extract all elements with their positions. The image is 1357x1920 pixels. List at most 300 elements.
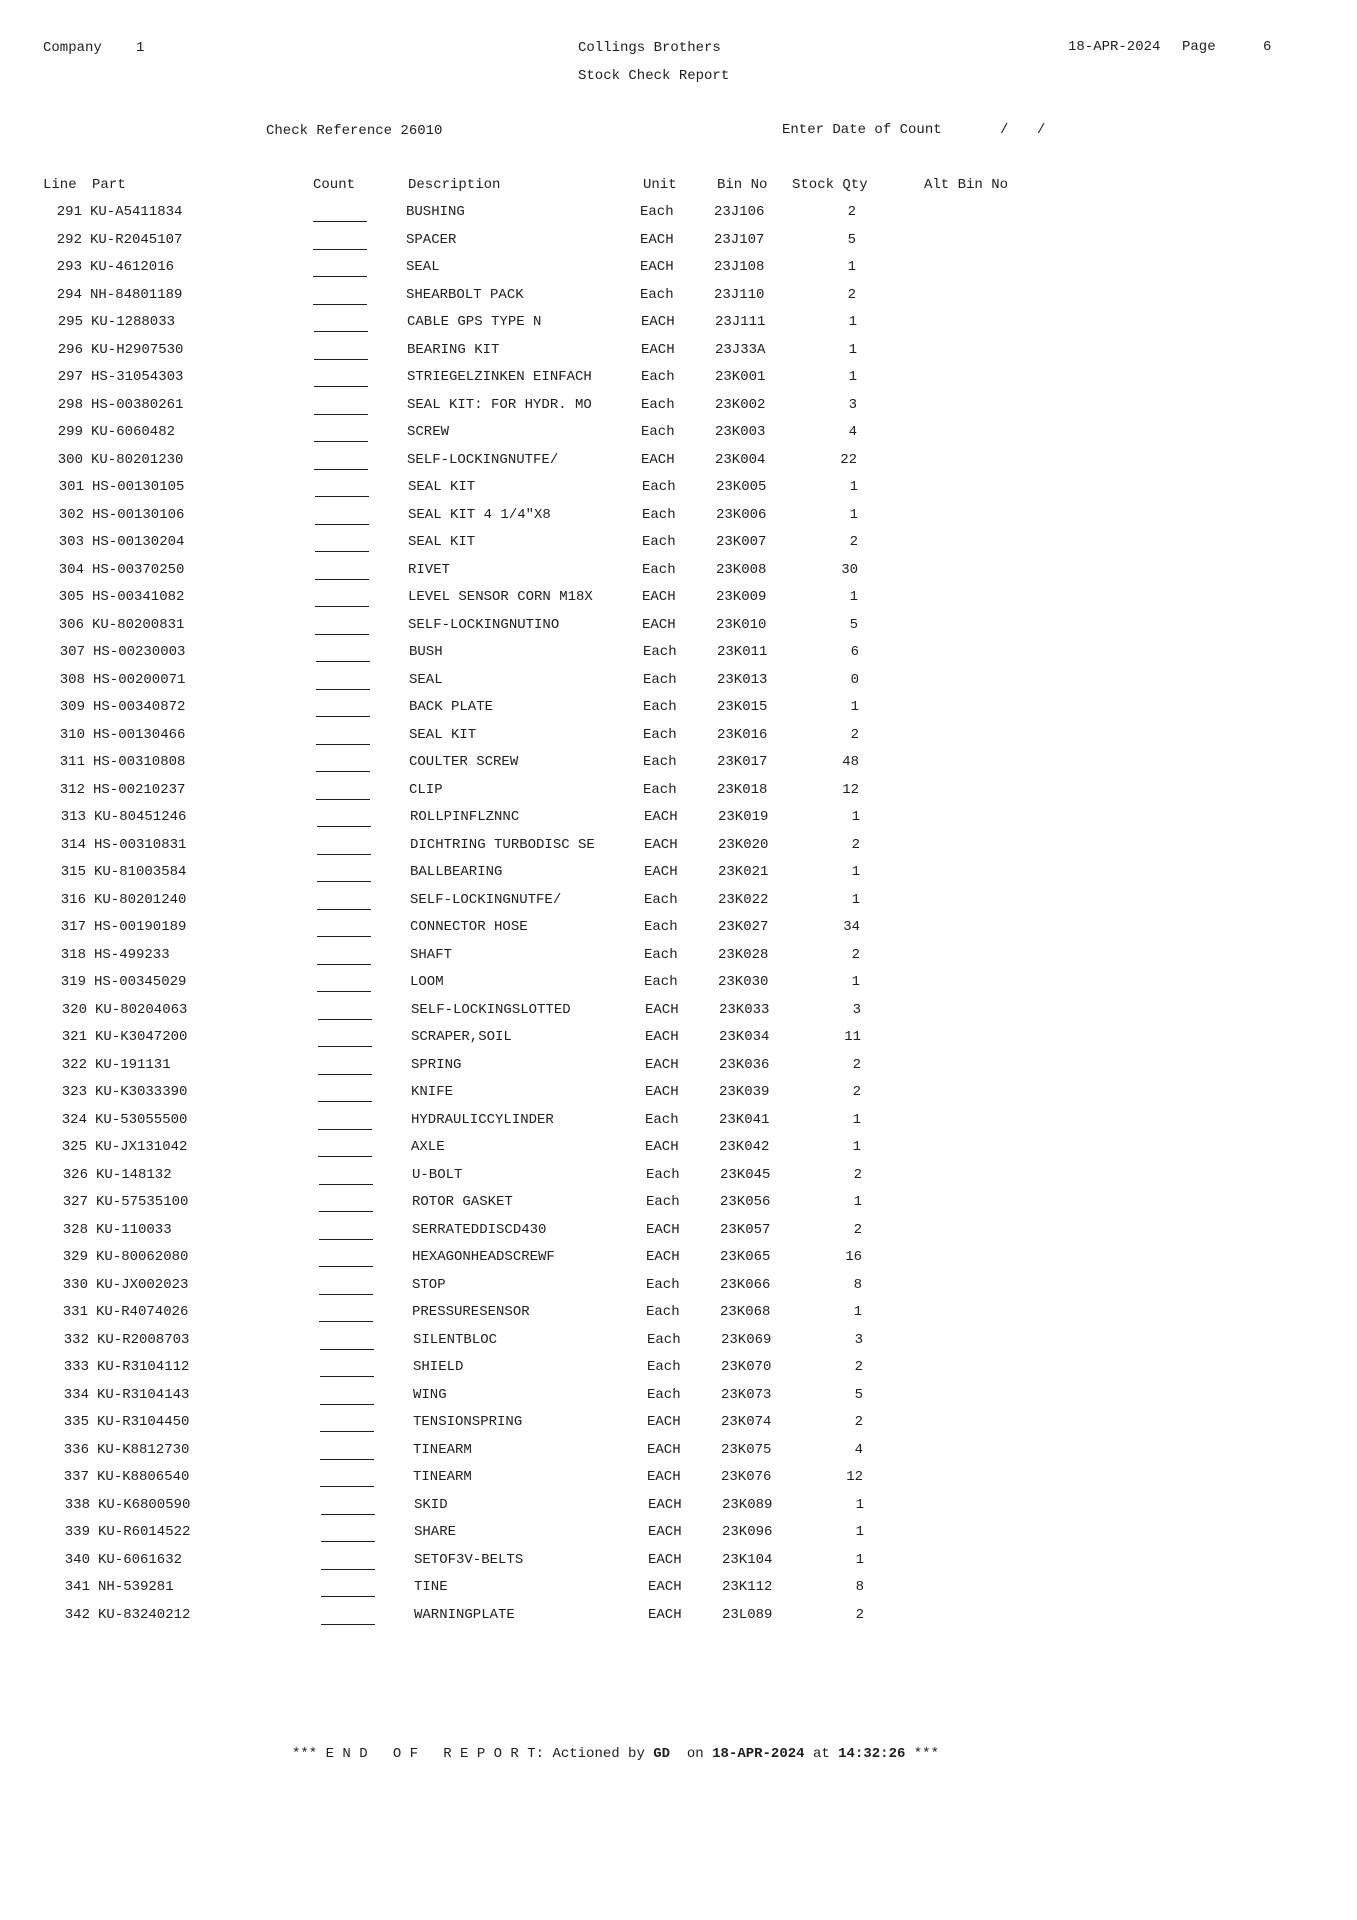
company-label: Company: [43, 40, 102, 56]
count-entry-field[interactable]: [320, 1445, 374, 1460]
column-header-count: Count: [313, 177, 356, 193]
description: BUSH: [409, 644, 443, 660]
description: BEARING KIT: [407, 341, 500, 358]
bin-number: 23J111: [715, 314, 766, 330]
table-row: [0, 1524, 1357, 1548]
count-entry-field[interactable]: [318, 1142, 372, 1157]
unit: Each: [643, 726, 677, 743]
count-entry-field[interactable]: [321, 1500, 375, 1515]
column-header-description: Description: [408, 177, 501, 193]
unit: Each: [644, 891, 678, 908]
line-number: 333: [63, 1359, 89, 1375]
description: SELF-LOCKINGNUTFE/: [407, 451, 559, 468]
bin-number: 23K076: [721, 1469, 772, 1485]
part-number: KU-80062080: [96, 1249, 189, 1265]
table-row: [0, 1442, 1357, 1466]
unit: Each: [641, 369, 675, 385]
line-number: 316: [60, 891, 86, 908]
stock-qty: 1: [855, 1496, 864, 1513]
table-row: [0, 1552, 1357, 1576]
description: CLIP: [409, 781, 443, 798]
footer-at-label: at: [812, 1746, 830, 1762]
page-label: Page: [1182, 39, 1216, 55]
description: SKID: [414, 1496, 448, 1513]
page-number: 6: [1263, 39, 1272, 55]
line-number: 317: [60, 919, 86, 935]
stock-qty: 2: [854, 1359, 863, 1375]
stock-qty: 3: [848, 396, 857, 413]
unit: EACH: [646, 1249, 680, 1265]
description: TINE: [414, 1579, 448, 1595]
count-entry-field[interactable]: [316, 702, 370, 717]
unit: Each: [646, 1194, 680, 1210]
table-row: [0, 947, 1357, 971]
count-entry-field[interactable]: [320, 1335, 374, 1350]
date-slash: /: [1000, 122, 1009, 138]
count-entry-field[interactable]: [314, 455, 368, 470]
part-number: KU-R4074026: [96, 1304, 189, 1320]
line-number: 340: [64, 1551, 90, 1568]
part-number: KU-57535100: [96, 1194, 189, 1210]
count-entry-field[interactable]: [319, 1307, 373, 1322]
description: WING: [413, 1386, 447, 1403]
unit: Each: [646, 1304, 680, 1320]
count-entry-field[interactable]: [317, 895, 371, 910]
table-row: [0, 452, 1357, 476]
part-number: KU-80204063: [95, 1001, 188, 1018]
count-entry-field[interactable]: [320, 1362, 374, 1377]
table-row: [0, 864, 1357, 888]
line-number: 341: [64, 1579, 90, 1595]
line-number: 291: [56, 204, 82, 220]
bin-number: 23K011: [717, 644, 768, 660]
stock-qty: 2: [853, 1166, 862, 1183]
table-row: [0, 1029, 1357, 1053]
count-entry-field[interactable]: [316, 785, 370, 800]
count-entry-field[interactable]: [318, 1005, 372, 1020]
unit: EACH: [642, 616, 676, 633]
description: SPRING: [411, 1056, 462, 1073]
count-entry-field[interactable]: [319, 1197, 373, 1212]
line-number: 312: [59, 781, 85, 798]
unit: Each: [642, 506, 676, 523]
date-slash: /: [1037, 122, 1046, 138]
table-row: [0, 1167, 1357, 1191]
count-entry-field[interactable]: [316, 675, 370, 690]
part-number: KU-R3104112: [97, 1359, 190, 1375]
bin-number: 23K008: [716, 561, 767, 578]
count-entry-field[interactable]: [319, 1280, 373, 1295]
stock-qty: 2: [853, 1221, 862, 1238]
description: PRESSURESENSOR: [412, 1304, 530, 1320]
table-row: [0, 699, 1357, 723]
unit: Each: [643, 671, 677, 688]
bin-number: 23K006: [716, 506, 767, 523]
stock-qty: 1: [851, 864, 860, 880]
description: SEAL KIT: [408, 479, 476, 495]
count-entry-field[interactable]: [313, 262, 367, 277]
part-number: NH-84801189: [90, 286, 183, 303]
count-entry-field[interactable]: [318, 1087, 372, 1102]
stock-qty: 0: [850, 671, 859, 688]
count-entry-field[interactable]: [314, 372, 368, 387]
unit: EACH: [647, 1469, 681, 1485]
count-entry-field[interactable]: [314, 317, 368, 332]
stock-qty: 1: [849, 589, 858, 605]
unit: Each: [643, 699, 677, 715]
part-number: KU-80201240: [94, 891, 187, 908]
stock-qty: 8: [855, 1579, 864, 1595]
count-entry-field[interactable]: [317, 950, 371, 965]
unit: Each: [647, 1331, 681, 1348]
table-row: [0, 562, 1357, 586]
count-entry-field[interactable]: [318, 1115, 372, 1130]
part-number: KU-K3033390: [95, 1084, 188, 1100]
company-number: 1: [136, 40, 145, 56]
bin-number: 23K005: [716, 479, 767, 495]
bin-number: 23K066: [720, 1276, 771, 1293]
count-entry-field[interactable]: [321, 1582, 375, 1597]
line-number: 327: [62, 1194, 88, 1210]
bin-number: 23K104: [722, 1551, 773, 1568]
unit: EACH: [642, 589, 676, 605]
bin-number: 23K069: [721, 1331, 772, 1348]
description: SEAL KIT: FOR HYDR. MO: [407, 396, 592, 413]
unit: Each: [642, 534, 676, 550]
bin-number: 23K003: [715, 424, 766, 440]
table-row: [0, 1139, 1357, 1163]
line-number: 303: [58, 534, 84, 550]
report-title: Stock Check Report: [578, 68, 730, 84]
count-entry-field[interactable]: [314, 345, 368, 360]
line-number: 293: [56, 259, 82, 275]
bin-number: 23K002: [715, 396, 766, 413]
count-entry-field[interactable]: [319, 1170, 373, 1185]
stock-qty: 22: [840, 451, 857, 468]
bin-number: 23K013: [717, 671, 768, 688]
unit: Each: [644, 919, 678, 935]
table-row: [0, 1359, 1357, 1383]
count-entry-field[interactable]: [320, 1390, 374, 1405]
part-number: KU-H2907530: [91, 341, 184, 358]
stock-qty: 12: [846, 1469, 863, 1485]
table-row: [0, 424, 1357, 448]
count-entry-field[interactable]: [321, 1527, 375, 1542]
table-row: [0, 259, 1357, 283]
line-number: 326: [62, 1166, 88, 1183]
line-number: 324: [61, 1111, 87, 1128]
count-entry-field[interactable]: [317, 840, 371, 855]
unit: EACH: [640, 231, 674, 248]
line-number: 338: [64, 1496, 90, 1513]
unit: EACH: [648, 1496, 682, 1513]
table-row: [0, 727, 1357, 751]
bin-number: 23K010: [716, 616, 767, 633]
table-row: [0, 1002, 1357, 1026]
part-number: KU-K8812730: [97, 1441, 190, 1458]
table-row: [0, 1249, 1357, 1273]
description: SHIELD: [413, 1359, 464, 1375]
part-number: KU-110033: [96, 1221, 172, 1238]
column-header-unit: Unit: [643, 177, 677, 193]
unit: EACH: [641, 451, 675, 468]
description: LOOM: [410, 974, 444, 990]
count-entry-field[interactable]: [314, 400, 368, 415]
stock-qty: 16: [845, 1249, 862, 1265]
part-number: KU-80200831: [92, 616, 185, 633]
description: SCRAPER,SOIL: [411, 1029, 512, 1045]
line-number: 292: [56, 231, 82, 248]
description: U-BOLT: [412, 1166, 463, 1183]
table-row: [0, 754, 1357, 778]
part-number: HS-00130204: [92, 534, 185, 550]
description: ROTOR GASKET: [412, 1194, 513, 1210]
stock-qty: 2: [851, 946, 860, 963]
unit: Each: [642, 561, 676, 578]
line-number: 308: [59, 671, 85, 688]
part-number: HS-00230003: [93, 644, 186, 660]
part-number: HS-00190189: [94, 919, 187, 935]
part-number: KU-53055500: [95, 1111, 188, 1128]
count-entry-field[interactable]: [320, 1417, 374, 1432]
line-number: 342: [64, 1606, 90, 1623]
description: SETOF3V-BELTS: [414, 1551, 524, 1568]
line-number: 304: [58, 561, 84, 578]
unit: Each: [643, 644, 677, 660]
line-number: 309: [59, 699, 85, 715]
count-entry-field[interactable]: [316, 757, 370, 772]
part-number: HS-00340872: [93, 699, 186, 715]
part-number: KU-191131: [95, 1056, 171, 1073]
unit: Each: [643, 754, 677, 770]
description: CABLE GPS TYPE N: [407, 314, 542, 330]
bin-number: 23K020: [718, 836, 769, 853]
description: SELF-LOCKINGSLOTTED: [411, 1001, 571, 1018]
column-header-stock-qty: Stock Qty: [792, 177, 868, 193]
description: SHAFT: [410, 946, 453, 963]
count-entry-field[interactable]: [316, 647, 370, 662]
part-number: HS-00130105: [92, 479, 185, 495]
description: BUSHING: [406, 204, 465, 220]
stock-qty: 2: [854, 1414, 863, 1430]
count-entry-field[interactable]: [317, 867, 371, 882]
company-name: Collings Brothers: [578, 40, 721, 56]
unit: Each: [647, 1386, 681, 1403]
stock-qty: 1: [851, 974, 860, 990]
part-number: KU-K6800590: [98, 1496, 191, 1513]
unit: EACH: [648, 1524, 682, 1540]
count-entry-field[interactable]: [316, 730, 370, 745]
bin-number: 23K027: [718, 919, 769, 935]
line-number: 329: [62, 1249, 88, 1265]
line-number: 302: [58, 506, 84, 523]
unit: EACH: [640, 259, 674, 275]
description: SEAL KIT: [408, 534, 476, 550]
count-entry-field[interactable]: [321, 1555, 375, 1570]
count-entry-field[interactable]: [313, 207, 367, 222]
table-row: [0, 1277, 1357, 1301]
description: SEAL: [409, 671, 443, 688]
stock-qty: 48: [842, 754, 859, 770]
part-number: HS-00380261: [91, 396, 184, 413]
part-number: KU-148132: [96, 1166, 172, 1183]
count-entry-field[interactable]: [313, 290, 367, 305]
count-entry-field[interactable]: [318, 1060, 372, 1075]
bin-number: 23K041: [719, 1111, 770, 1128]
description: COULTER SCREW: [409, 754, 519, 770]
part-number: KU-K3047200: [95, 1029, 188, 1045]
table-row: [0, 1414, 1357, 1438]
description: TINEARM: [413, 1469, 472, 1485]
line-number: 307: [59, 644, 85, 660]
count-entry-field[interactable]: [321, 1610, 375, 1625]
count-entry-field[interactable]: [313, 235, 367, 250]
count-entry-field[interactable]: [319, 1225, 373, 1240]
bin-number: 23K112: [722, 1579, 773, 1595]
line-number: 300: [57, 451, 83, 468]
stock-qty: 1: [852, 1139, 861, 1155]
part-number: KU-K8806540: [97, 1469, 190, 1485]
count-entry-field[interactable]: [317, 812, 371, 827]
part-number: HS-499233: [94, 946, 170, 963]
bin-number: 23J110: [714, 286, 765, 303]
part-number: HS-00310831: [94, 836, 187, 853]
unit: Each: [641, 424, 675, 440]
stock-qty: 2: [855, 1606, 864, 1623]
part-number: HS-00210237: [93, 781, 186, 798]
line-number: 299: [57, 424, 83, 440]
table-row: [0, 1332, 1357, 1356]
part-number: KU-4612016: [90, 259, 175, 275]
part-number: KU-80201230: [91, 451, 184, 468]
part-number: KU-6060482: [91, 424, 176, 440]
line-number: 318: [60, 946, 86, 963]
unit: Each: [643, 781, 677, 798]
stock-qty: 2: [852, 1084, 861, 1100]
part-number: KU-R3104143: [97, 1386, 190, 1403]
count-entry-field[interactable]: [319, 1252, 373, 1267]
stock-qty: 4: [848, 424, 857, 440]
part-number: KU-R3104450: [97, 1414, 190, 1430]
part-number: KU-6061632: [98, 1551, 183, 1568]
stock-qty: 3: [854, 1331, 863, 1348]
stock-qty: 8: [853, 1276, 862, 1293]
table-row: [0, 1387, 1357, 1411]
stock-qty: 5: [849, 616, 858, 633]
bin-number: 23K017: [717, 754, 768, 770]
bin-number: 23K096: [722, 1524, 773, 1540]
count-entry-field[interactable]: [320, 1472, 374, 1487]
line-number: 322: [61, 1056, 87, 1073]
table-row: [0, 314, 1357, 338]
unit: EACH: [647, 1441, 681, 1458]
stock-qty: 1: [853, 1194, 862, 1210]
table-row: [0, 534, 1357, 558]
stock-qty: 1: [848, 314, 857, 330]
count-entry-field[interactable]: [315, 537, 369, 552]
bin-number: 23K021: [718, 864, 769, 880]
part-number: NH-539281: [98, 1579, 174, 1595]
count-entry-field[interactable]: [317, 922, 371, 937]
stock-qty: 1: [847, 259, 856, 275]
footer-prefix: *** E N D O F R E P O R T: Actioned by: [292, 1746, 645, 1762]
table-row: [0, 1469, 1357, 1493]
line-number: 330: [62, 1276, 88, 1293]
unit: EACH: [641, 341, 675, 358]
count-entry-field[interactable]: [314, 427, 368, 442]
table-row: [0, 919, 1357, 943]
table-row: [0, 617, 1357, 641]
line-number: 315: [60, 864, 86, 880]
column-header-part: Part: [92, 177, 126, 193]
bin-number: 23K022: [718, 891, 769, 908]
count-entry-field[interactable]: [315, 592, 369, 607]
unit: EACH: [645, 1001, 679, 1018]
table-row: [0, 1112, 1357, 1136]
line-number: 306: [58, 616, 84, 633]
count-entry-field[interactable]: [315, 482, 369, 497]
table-row: [0, 204, 1357, 228]
table-row: [0, 892, 1357, 916]
line-number: 337: [63, 1469, 89, 1485]
unit: Each: [640, 204, 674, 220]
bin-number: 23J108: [714, 259, 765, 275]
bin-number: 23J33A: [715, 341, 766, 358]
part-number: HS-00310808: [93, 754, 186, 770]
stock-qty: 1: [851, 891, 860, 908]
description: HEXAGONHEADSCREWF: [412, 1249, 555, 1265]
line-number: 294: [56, 286, 82, 303]
description: KNIFE: [411, 1084, 454, 1100]
table-row: [0, 672, 1357, 696]
count-entry-field[interactable]: [315, 510, 369, 525]
unit: Each: [644, 946, 678, 963]
table-row: [0, 1579, 1357, 1603]
description: STRIEGELZINKEN EINFACH: [407, 369, 592, 385]
stock-qty: 5: [847, 231, 856, 248]
description: DICHTRING TURBODISC SE: [410, 836, 595, 853]
table-row: [0, 507, 1357, 531]
part-number: KU-R2045107: [90, 231, 183, 248]
part-number: HS-00345029: [94, 974, 187, 990]
part-number: KU-JX002023: [96, 1276, 189, 1293]
stock-qty: 12: [842, 781, 859, 798]
stock-qty: 1: [849, 506, 858, 523]
line-number: 297: [57, 369, 83, 385]
unit: Each: [644, 974, 678, 990]
table-row: [0, 1607, 1357, 1631]
unit: EACH: [647, 1414, 681, 1430]
count-entry-field[interactable]: [315, 565, 369, 580]
description: SEAL KIT 4 1/4"X8: [408, 506, 551, 523]
count-entry-field[interactable]: [318, 1032, 372, 1047]
description: SILENTBLOC: [413, 1331, 498, 1348]
table-row: [0, 974, 1357, 998]
part-number: HS-00200071: [93, 671, 186, 688]
bin-number: 23K045: [720, 1166, 771, 1183]
bin-number: 23L089: [722, 1606, 773, 1623]
table-row: [0, 589, 1357, 613]
bin-number: 23K034: [719, 1029, 770, 1045]
count-entry-field[interactable]: [317, 977, 371, 992]
line-number: 321: [61, 1029, 87, 1045]
unit: Each: [645, 1111, 679, 1128]
part-number: HS-31054303: [91, 369, 184, 385]
count-entry-field[interactable]: [315, 620, 369, 635]
stock-qty: 30: [841, 561, 858, 578]
line-number: 301: [58, 479, 84, 495]
unit: EACH: [648, 1606, 682, 1623]
